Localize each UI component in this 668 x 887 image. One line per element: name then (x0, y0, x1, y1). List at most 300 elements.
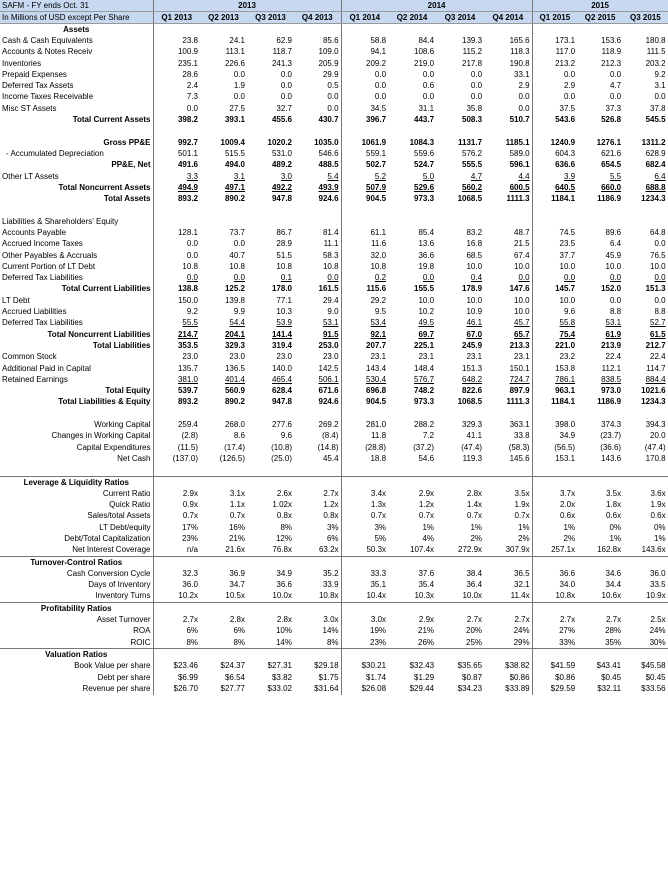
value-cell (577, 476, 623, 488)
value-cell: $0.87 (462, 672, 483, 682)
value-cell: $27.31 (267, 661, 292, 671)
row-label: PP&E, Net (111, 160, 151, 170)
value-cell: 0.0 (518, 92, 530, 102)
value-cell: 724.7 (509, 374, 530, 384)
value-cell (294, 126, 341, 137)
row-label: Net Interest Coverage (72, 545, 151, 555)
value-cell: 531.0 (271, 148, 292, 158)
value-cell: 3.6x (623, 488, 668, 499)
value-cell: 203.2 (623, 58, 668, 69)
value-cell (200, 126, 247, 137)
value-cell: 8.8 (623, 306, 668, 317)
value-cell: $0.86 (532, 672, 577, 683)
value-cell (623, 216, 668, 227)
value-cell: 374.3 (601, 420, 622, 430)
value-cell (247, 126, 294, 137)
table-row (0, 227, 668, 238)
row-label: Deferred Tax Assets (2, 81, 74, 91)
value-cell: 4% (422, 534, 435, 543)
value-cell: 6.4 (623, 171, 668, 182)
value-cell: 924.6 (318, 397, 339, 407)
row-label: Changes in Working Capital (51, 431, 151, 441)
value-cell: 10.4x (341, 591, 388, 603)
value-cell: 9.2 (623, 69, 668, 80)
value-cell: 2.7x (605, 615, 622, 625)
table-row (0, 261, 668, 272)
value-cell: 5% (341, 533, 388, 544)
value-cell: 10.8 (341, 261, 388, 272)
row-label: - Accumulated Depreciation (6, 148, 104, 158)
value-cell: 0.7x (153, 511, 200, 522)
value-cell: 107.4x (410, 545, 435, 555)
table-row (0, 649, 668, 661)
value-cell: 0.0 (532, 69, 577, 80)
value-cell (341, 465, 388, 477)
value-cell: 0% (623, 522, 668, 533)
value-cell: 29.4 (322, 295, 339, 305)
value-cell (532, 603, 577, 615)
value-cell: 9.5 (341, 306, 388, 317)
value-cell: 3% (341, 522, 388, 533)
value-cell (484, 24, 532, 36)
blank-row (0, 465, 668, 477)
value-cell: 398.0 (532, 419, 577, 430)
value-cell: 3.1 (233, 171, 245, 181)
value-cell: 3% (326, 522, 339, 532)
value-cell: $30.21 (341, 661, 388, 672)
value-cell: 628.4 (271, 386, 292, 396)
value-cell: 28.6 (153, 69, 200, 80)
value-cell: 604.3 (532, 148, 577, 159)
table-row (0, 216, 668, 227)
table-row (0, 545, 668, 557)
value-cell: 65.7 (514, 329, 530, 339)
value-cell: 67.4 (514, 250, 530, 260)
value-cell: 145.7 (532, 284, 577, 295)
value-cell: 654.5 (601, 160, 622, 170)
value-cell: 507.9 (341, 182, 388, 193)
value-cell: 11.4x (510, 591, 530, 601)
value-cell: 20.0 (623, 431, 668, 442)
value-cell (294, 465, 341, 477)
value-cell: 3.0x (323, 615, 339, 625)
value-cell: 0.7x (514, 511, 530, 521)
value-cell (294, 408, 341, 419)
value-cell: 10.0 (466, 261, 483, 271)
value-cell: 235.1 (153, 58, 200, 69)
value-cell: 67.0 (466, 329, 483, 339)
table-row (0, 250, 668, 261)
value-cell: 23.0 (276, 352, 292, 362)
table-row (0, 318, 668, 329)
value-cell (388, 408, 436, 419)
value-cell: 396.7 (341, 114, 388, 125)
value-cell: 173.1 (532, 35, 577, 46)
quarter-header: Q4 2014 (484, 12, 532, 24)
value-cell: 37.6 (418, 568, 435, 578)
value-cell: 212.3 (601, 58, 622, 68)
value-cell: (126.5) (219, 453, 245, 463)
value-cell: 16% (228, 522, 245, 532)
row-label (0, 465, 153, 477)
value-cell: 10.8 (276, 261, 292, 271)
value-cell: $0.86 (509, 672, 530, 682)
row-label: Turnover-Control Ratios (0, 556, 153, 568)
table-row (0, 476, 668, 488)
value-cell: 2.7x (532, 614, 577, 625)
value-cell: 21.5 (514, 239, 530, 249)
value-cell: 29% (513, 637, 530, 647)
value-cell (532, 476, 577, 488)
value-cell: 363.1 (509, 420, 530, 430)
value-cell: 45.7 (514, 318, 530, 328)
value-cell: 117.0 (532, 47, 577, 58)
value-cell: 190.8 (509, 58, 530, 68)
value-cell: 560.9 (224, 386, 245, 396)
value-cell (341, 216, 388, 227)
value-cell: 0.2 (341, 273, 388, 284)
value-cell: 1111.3 (506, 397, 530, 407)
value-cell: 24% (513, 626, 530, 636)
value-cell: 33.5 (623, 580, 668, 591)
value-cell: $1.74 (341, 672, 388, 683)
value-cell (153, 216, 200, 227)
value-cell: 86.7 (276, 227, 292, 237)
value-cell: 10.9x (623, 591, 668, 603)
value-cell: 636.6 (532, 160, 577, 171)
value-cell: 205.9 (318, 58, 339, 68)
value-cell: 1% (532, 522, 577, 533)
value-cell (341, 205, 388, 216)
value-cell: 497.1 (224, 182, 245, 192)
value-cell: 19.8 (418, 261, 435, 271)
value-cell: 281.0 (341, 419, 388, 430)
row-label: Current Portion of LT Debt (2, 261, 96, 271)
value-cell (153, 603, 200, 615)
value-cell: 24.1 (229, 35, 245, 45)
table-row (0, 488, 668, 499)
value-cell: 23.1 (418, 352, 435, 362)
value-cell: 3.3 (153, 171, 200, 182)
value-cell: 600.5 (509, 182, 530, 192)
value-cell: 9.6 (280, 431, 292, 441)
value-cell: 0.0 (422, 92, 435, 102)
value-cell: 0.0 (153, 239, 200, 250)
table-row (0, 511, 668, 522)
value-cell: 151.3 (623, 284, 668, 295)
value-cell (532, 556, 577, 568)
value-cell: 838.5 (601, 374, 622, 384)
value-cell: 23% (341, 637, 388, 649)
value-cell: 85.6 (322, 35, 339, 45)
value-cell: 8% (326, 637, 339, 647)
value-cell: 455.6 (271, 115, 292, 125)
value-cell: 35.8 (466, 103, 483, 113)
value-cell: 1% (623, 533, 668, 544)
value-cell: 37.7 (532, 250, 577, 261)
value-cell: 319.4 (271, 340, 292, 350)
value-cell: 0.0 (609, 273, 622, 283)
value-cell: 8.8 (609, 307, 622, 317)
value-cell: 1184.1 (532, 397, 577, 408)
value-cell: 14% (322, 626, 339, 636)
value-cell: 0.0 (153, 103, 200, 114)
value-cell: 2.8x (466, 488, 483, 498)
value-cell: 0.8x (276, 511, 292, 521)
value-cell: 27.5 (229, 103, 245, 113)
value-cell: 34.4 (605, 580, 622, 590)
value-cell (484, 603, 532, 615)
row-label: Accrued Liabilities (2, 307, 67, 317)
value-cell: 23.1 (341, 352, 388, 363)
row-label: Total Current Liabilities (61, 284, 151, 294)
value-cell (341, 603, 388, 615)
value-cell: 2.7x (514, 615, 530, 625)
value-cell: 488.5 (318, 160, 339, 170)
value-cell: 494.9 (153, 182, 200, 193)
value-cell: 219.0 (414, 58, 435, 68)
value-cell: 155.5 (414, 284, 435, 294)
quarter-header-row (0, 12, 668, 24)
value-cell: 897.9 (509, 386, 530, 396)
value-cell: 1020.2 (267, 137, 292, 147)
row-label: Misc ST Assets (2, 103, 57, 113)
value-cell: 2.4 (153, 80, 200, 91)
value-cell (532, 24, 577, 36)
value-cell: 0.8x (323, 511, 339, 521)
value-cell (247, 476, 294, 488)
value-cell: 0.0 (623, 295, 668, 306)
blank-row (0, 205, 668, 216)
value-cell: 140.0 (271, 363, 292, 373)
value-cell: 48.7 (514, 227, 530, 237)
value-cell: 381.0 (153, 374, 200, 385)
value-cell: 2% (518, 534, 530, 543)
value-cell: 74.5 (532, 227, 577, 238)
value-cell: (14.8) (317, 442, 339, 452)
value-cell (388, 603, 436, 615)
value-cell: 0.0 (518, 103, 530, 113)
value-cell: 1061.9 (341, 137, 388, 148)
table-row (0, 295, 668, 306)
value-cell (532, 408, 577, 419)
value-cell: 1% (609, 534, 622, 543)
value-cell: 559.6 (414, 148, 435, 158)
table-row (0, 522, 668, 533)
value-cell (484, 126, 532, 137)
value-cell: 23.5 (532, 239, 577, 250)
value-cell: 502.7 (341, 160, 388, 171)
table-row (0, 603, 668, 615)
value-cell: 33.8 (514, 431, 530, 441)
value-cell: 76.5 (623, 250, 668, 261)
row-label: Quick Ratio (109, 500, 151, 510)
value-cell: 32.7 (276, 103, 292, 113)
value-cell: (36.6) (600, 442, 622, 452)
row-label: Additional Paid in Capital (2, 363, 91, 373)
blank-row (0, 126, 668, 137)
value-cell: 10.2 (418, 307, 435, 317)
value-cell (294, 556, 341, 568)
value-cell: 10.8 (229, 261, 245, 271)
value-cell (577, 126, 623, 137)
value-cell: 822.6 (462, 386, 483, 396)
value-cell: 621.6 (601, 148, 622, 158)
value-cell (436, 649, 484, 661)
value-cell: $33.89 (505, 683, 530, 693)
value-cell: 1% (422, 522, 435, 532)
value-cell: 353.5 (153, 340, 200, 351)
value-cell (341, 24, 388, 36)
value-cell: 23.0 (229, 352, 245, 362)
value-cell: 23.2 (532, 352, 577, 363)
value-cell: 29.2 (341, 295, 388, 306)
value-cell: $43.41 (596, 661, 622, 671)
value-cell: 596.1 (509, 160, 530, 170)
value-cell (153, 408, 200, 419)
value-cell: 430.7 (318, 115, 339, 125)
value-cell: 893.2 (153, 397, 200, 408)
value-cell: 0.6x (532, 511, 577, 522)
value-cell: 84.4 (418, 35, 435, 45)
value-cell: 61.5 (623, 329, 668, 340)
value-cell: 0.4 (470, 273, 483, 283)
value-cell: 28.9 (276, 239, 292, 249)
value-cell: 1035.0 (314, 137, 339, 147)
value-cell: 150.0 (153, 295, 200, 306)
value-cell: 52.7 (623, 318, 668, 329)
value-cell: 277.6 (271, 420, 292, 430)
value-cell: 506.1 (318, 374, 339, 384)
table-row (0, 453, 668, 464)
value-cell: 0.7x (466, 511, 483, 521)
value-cell: 151.3 (462, 363, 483, 373)
value-cell (200, 408, 247, 419)
value-cell: 25% (466, 637, 483, 647)
value-cell: $29.59 (532, 683, 577, 694)
value-cell: 108.6 (414, 47, 435, 57)
value-cell: 58.3 (322, 250, 339, 260)
row-label: ROA (133, 626, 151, 636)
value-cell (388, 556, 436, 568)
value-cell: 100.9 (153, 47, 200, 58)
value-cell: (2.8) (153, 431, 200, 442)
value-cell (247, 24, 294, 36)
value-cell: 21% (418, 626, 435, 636)
value-cell (436, 465, 484, 477)
value-cell: 1.1x (229, 500, 245, 510)
value-cell: 178.0 (271, 284, 292, 294)
value-cell: 26% (418, 637, 435, 647)
row-label: Capital Expenditures (76, 442, 151, 452)
value-cell: $41.59 (532, 661, 577, 672)
value-cell: 1186.9 (597, 397, 622, 407)
value-cell (623, 24, 668, 36)
table-row (0, 442, 668, 453)
value-cell: 3.4x (341, 488, 388, 499)
value-cell: $3.82 (271, 672, 292, 682)
value-cell: 28% (605, 626, 622, 636)
value-cell: 35.1 (341, 580, 388, 591)
value-cell: 118.3 (510, 47, 530, 57)
value-cell: (56.5) (532, 442, 577, 453)
value-cell (341, 649, 388, 661)
value-cell: 13.6 (418, 239, 435, 249)
value-cell: 0.0 (280, 69, 292, 79)
value-cell (484, 205, 532, 216)
row-label: Debt per share (97, 672, 151, 682)
table-row (0, 239, 668, 250)
value-cell (484, 556, 532, 568)
value-cell: $29.18 (314, 661, 339, 671)
value-cell: $27.77 (220, 683, 245, 693)
value-cell: 0.6x (605, 511, 622, 521)
table-row (0, 533, 668, 544)
value-cell: 2.7x (466, 615, 483, 625)
value-cell (200, 603, 247, 615)
value-cell: 51.5 (276, 250, 292, 260)
value-cell: 135.7 (153, 363, 200, 374)
value-cell (388, 216, 436, 227)
value-cell: 748.2 (414, 386, 435, 396)
value-cell: 492.2 (271, 182, 292, 192)
value-cell: (11.5) (153, 442, 200, 453)
value-cell: 3.0x (341, 614, 388, 625)
value-cell: 1.2x (418, 500, 435, 510)
value-cell: 0.0 (623, 92, 668, 103)
value-cell: 207.7 (341, 340, 388, 351)
value-cell: 36.0 (153, 580, 200, 591)
value-cell: 696.8 (341, 386, 388, 397)
value-cell (436, 24, 484, 36)
value-cell: 2.6x (276, 488, 292, 498)
value-cell: 6% (326, 534, 339, 543)
value-cell: 136.5 (224, 363, 245, 373)
blank-row (0, 408, 668, 419)
value-cell: 23.8 (153, 35, 200, 46)
value-cell: 22.4 (623, 352, 668, 363)
value-cell: 115.2 (462, 47, 483, 57)
value-cell: 5.5 (609, 171, 622, 181)
value-cell (200, 465, 247, 477)
value-cell: 786.1 (532, 374, 577, 385)
value-cell: $26.08 (341, 683, 388, 694)
value-cell: 398.2 (153, 114, 200, 125)
value-cell: 443.7 (414, 115, 435, 125)
value-cell: 38.4 (466, 568, 483, 578)
row-label: Prepaid Expenses (2, 69, 67, 79)
row-label: Valuation Ratios (0, 649, 153, 661)
value-cell: $6.54 (224, 672, 245, 682)
value-cell: 3.1x (229, 488, 245, 498)
row-label: Net Cash (117, 453, 151, 463)
value-cell: 11.6 (341, 239, 388, 250)
table-row (0, 363, 668, 374)
value-cell: 6% (233, 626, 245, 636)
value-cell: 0.0 (609, 69, 622, 79)
value-cell: 510.7 (509, 115, 530, 125)
value-cell: 1068.5 (457, 397, 483, 407)
value-cell: 0.0 (233, 92, 245, 102)
row-label: Assets (63, 24, 90, 34)
value-cell (577, 465, 623, 477)
value-cell: 329.3 (224, 340, 245, 350)
value-cell: 139.3 (462, 35, 483, 45)
value-cell: 34.5 (341, 103, 388, 114)
value-cell: 8% (280, 522, 292, 532)
value-cell: 46.1 (466, 318, 483, 328)
value-cell (623, 465, 668, 477)
